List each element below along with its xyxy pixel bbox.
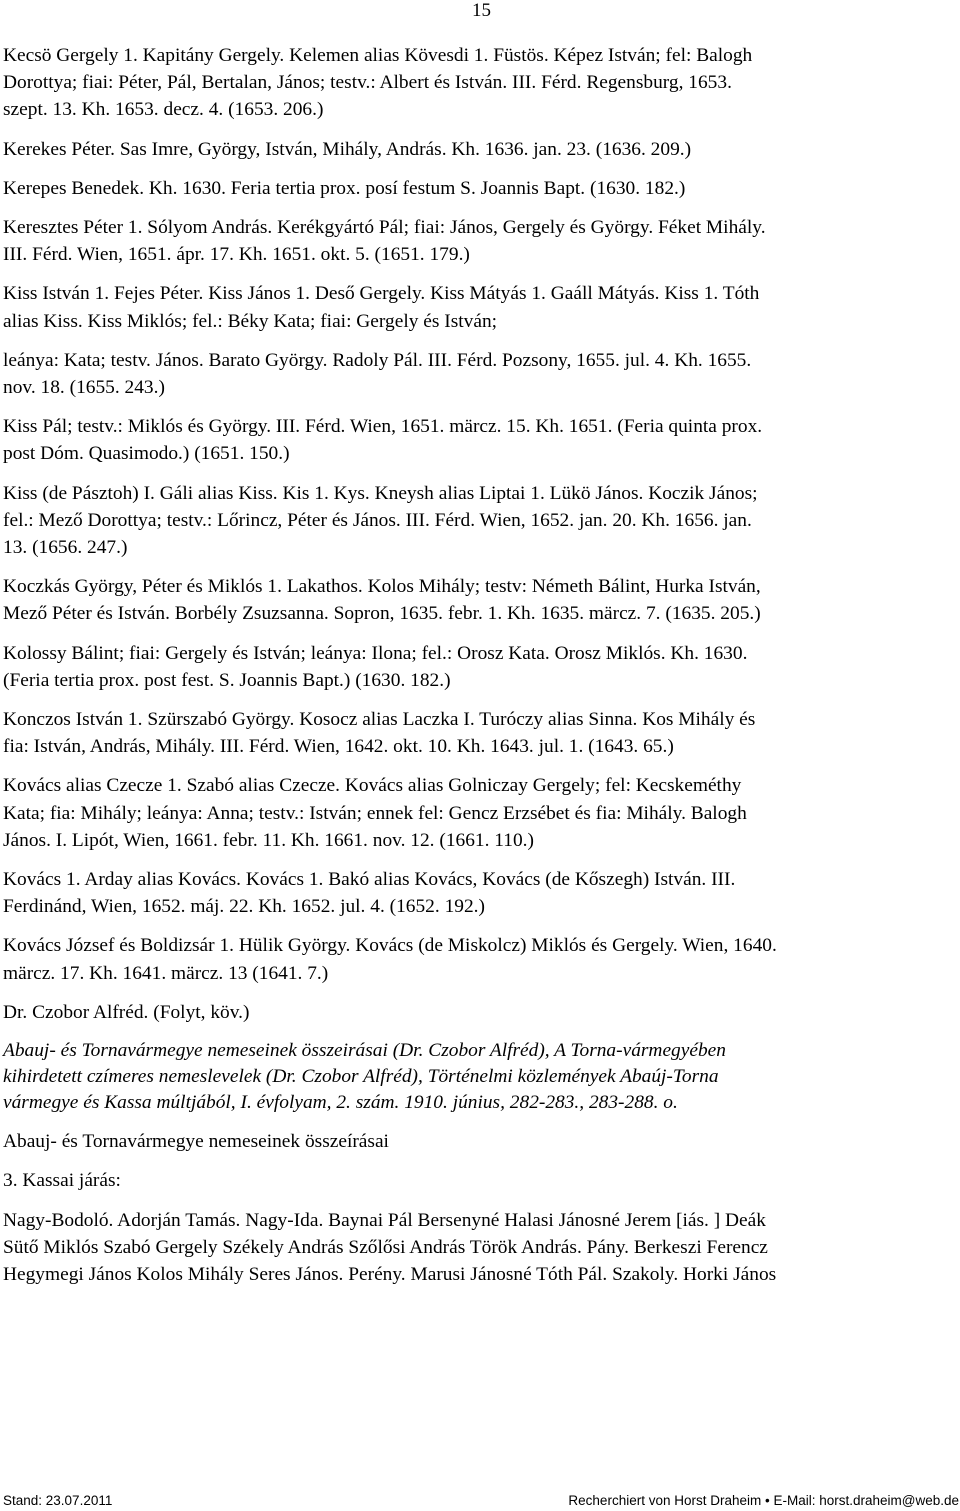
final-paragraph: Nagy-Bodoló. Adorján Tamás. Nagy-Ida. Baynai Pál Bersenyné Halasi Jánosné Jerem [iás. ] Deák Sütő Miklós Szabó Gergely Székely András Szőlősi András Török András. Pány. Berkeszi Ferencz Hegymegi János Kolos Mihály Seres János. Perény. Marusi Jánosné Tóth Pál. Szakoly. Horki János — [3, 1209, 777, 1285]
author-signature: Dr. Czobor Alfréd. (Folyt, köv.) — [3, 1001, 250, 1023]
section-title: Abauj- és Tornavármegye nemeseinek összeírásai — [3, 1131, 389, 1153]
entry-konczos: Konczos István 1. Szürszabó György. Kosocz alias Laczka I. Turóczy alias Sinna. Kos Mihály és fia: István, András, Mihály. III. Férd. Wien, 1642. okt. 10. Kh. 1643. jul. 1. (1643. 65.) — [3, 709, 756, 758]
page-number: 15 — [472, 0, 491, 21]
page-footer — [3, 1492, 959, 1511]
entry-koczkas: Koczkás György, Péter és Miklós 1. Lakathos. Kolos Mihály; testv: Németh Bálint, Hurka István, Mező Péter és István. Borbély Zsuzsanna. Sopron, 1635. febr. 1. Kh. 1635. märcz. 7. (1635. 205.) — [3, 576, 761, 625]
entry-kiss-pasztoh: Kiss (de Pásztoh) I. Gáli alias Kiss. Kis 1. Kys. Kneysh alias Liptai 1. Lükö János. Koczik János; fel.: Mező Dorottya; testv.: Lőrincz, Péter és János. III. Férd. Wien, 1652. jan. 20. Kh. 1656. jan. 13. (1656. 247.) — [3, 482, 758, 559]
entry-kolossy: Kolossy Bálint; fiai: Gergely és István; leánya: Ilona; fel.: Orosz Kata. Orosz Miklós. Kh. 1630. (Feria tertia prox. post fest. S. Joannis Bapt.) (1630. 182.) — [3, 642, 748, 691]
entry-kiss-istvan-continued: leánya: Kata; testv. János. Barato György. Radoly Pál. III. Férd. Pozsony, 1655. jul. 4. Kh. 1655. nov. 18. (1655. 243.) — [3, 349, 752, 399]
subsection-title: 3. Kassai járás: — [3, 1170, 121, 1192]
entry-keresztes: Keresztes Péter 1. Sólyom András. Kerékgyártó Pál; fiai: János, Gergely és György. Féket Mihály. III. Férd. Wien, 1651. ápr. 17. Kh. 1651. okt. 5. (1651. 179.) — [3, 217, 766, 266]
source-citation: Abauj- és Tornavármegye nemeseinek összeirásai (Dr. Czobor Alfréd), A Torna-vármegyében kihirdetett czímeres nemeslevelek (Dr. Czobor Alfréd), Történelmi közlemények Abaúj-Torna vármegye és Kassa múltjából, I. évfolyam, 2. szám. 1910. június, 282-283., 283-288. o. — [3, 1040, 726, 1114]
entry-kiss-pal: Kiss Pál; testv.: Miklós és György. III. Férd. Wien, 1651. märcz. 15. Kh. 1651. (Feria quinta prox. post Dóm. Quasimodo.) (1651. 150.) — [3, 416, 763, 465]
entry-kecso: Kecsö Gergely 1. Kapitány Gergely. Kelemen alias Kövesdi 1. Füstös. Képez István; fel: Balogh Dorottya; fiai: Péter, Pál, Bertalan, János; testv.: Albert és István. III. Férd. Regensburg, 1653. szept. 13. Kh. 1653. decz. 4. (1653. 206.) — [3, 45, 753, 121]
entry-kovacs-jozsef: Kovács József és Boldizsár 1. Hülik György. Kovács (de Miskolcz) Miklós és Gergely. Wien, 1640. märcz. 17. Kh. 1641. märcz. 13 (1641. 7.) — [3, 935, 777, 984]
entry-kovacs-czecze: Kovács alias Czecze 1. Szabó alias Czecze. Kovács alias Golniczay Gergely; fel: Kecskeméthy Kata; fia: Mihály; leánya: Anna; testv.: István; ennek fel: Gencz Erzsébet és fia: Mihály. Balogh János. I. Lipót, Wien, 1661. febr. 11. Kh. 1661. nov. 12. (1661. 110.) — [3, 775, 747, 851]
footer-credit: Recherchiert von Horst Draheim • E-Mail: horst.draheim@web.de — [568, 1493, 959, 1508]
entry-kovacs-arday: Kovács 1. Arday alias Kovács. Kovács 1. Bakó alias Kovács, Kovács (de Kőszegh) István. III. Ferdinánd, Wien, 1652. máj. 22. Kh. 1652. jul. 4. (1652. 192.) — [3, 869, 736, 918]
footer-date: Stand: 23.07.2011 — [3, 1493, 113, 1508]
entry-kerekes: Kerekes Péter. Sas Imre, György, István, Mihály, András. Kh. 1636. jan. 23. (1636. 209.) — [3, 138, 692, 160]
entry-kiss-istvan: Kiss István 1. Fejes Péter. Kiss János 1. Deső Gergely. Kiss Mátyás 1. Gaáll Mátyás. Kiss 1. Tóth alias Kiss. Kiss Miklós; fel.: Béky Kata; fiai: Gergely és István; — [3, 283, 760, 332]
document-body — [3, 42, 958, 1288]
entry-kerepes: Kerepes Benedek. Kh. 1630. Feria tertia prox. posí festum S. Joannis Bapt. (1630. 182.) — [3, 177, 686, 199]
